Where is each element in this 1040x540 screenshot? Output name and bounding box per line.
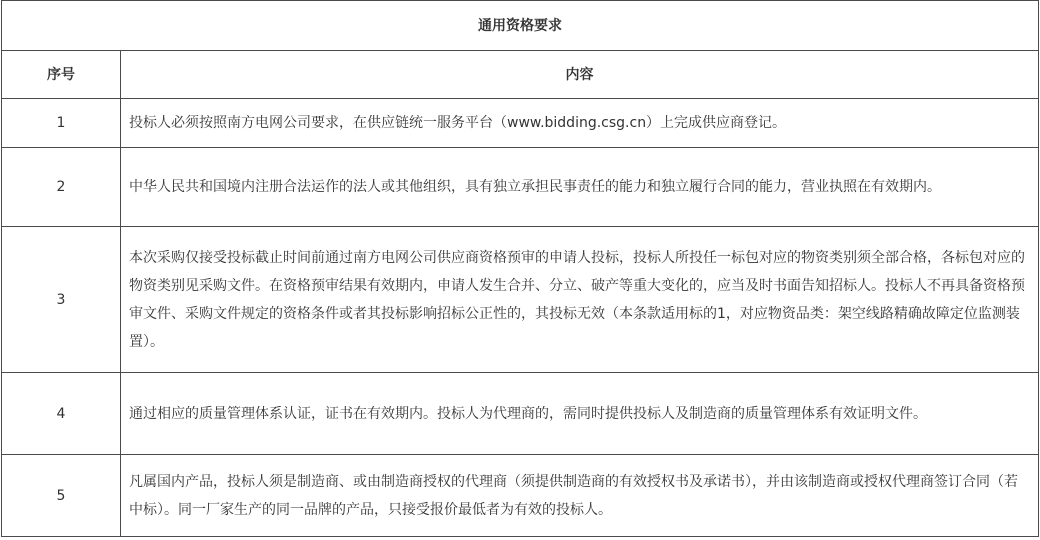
table-title: 通用资格要求 xyxy=(2,1,1039,51)
qualification-table xyxy=(1,0,1039,537)
table-row xyxy=(2,455,1039,537)
row-content: 中华人民共和国境内注册合法运作的法人或其他组织，具有独立承担民事责任的能力和独立履行合同的能力，营业执照在有效期内。 xyxy=(121,148,1039,227)
row-content: 投标人必须按照南方电网公司要求，在供应链统一服务平台（www.bidding.csg.cn）上完成供应商登记。 xyxy=(121,99,1039,148)
header-content: 内容 xyxy=(121,51,1039,99)
table-title-row xyxy=(2,1,1039,51)
row-number: 2 xyxy=(2,148,121,227)
table-row xyxy=(2,148,1039,227)
header-number: 序号 xyxy=(2,51,121,99)
row-number: 3 xyxy=(2,227,121,373)
row-content: 凡属国内产品，投标人须是制造商、或由制造商授权的代理商（须提供制造商的有效授权书及承诺书），并由该制造商或授权代理商签订合同（若中标）。同一厂家生产的同一品牌的产品，只接受报价最低者为有效的投标人。 xyxy=(121,455,1039,537)
row-content: 本次采购仅接受投标截止时间前通过南方电网公司供应商资格预审的申请人投标，投标人所投任一标包对应的物资类别须全部合格，各标包对应的物资类别见采购文件。在资格预审结果有效期内，申请人发生合并、分立、破产等重大变化的，应当及时书面告知招标人。投标人不再具备资格预审文件、采购文件规定的资格条件或者其投标影响招标公正性的，其投标无效（本条款适用标的1，对应物资品类：架空线路精确故障定位监测装置）。 xyxy=(121,227,1039,373)
row-number: 4 xyxy=(2,373,121,455)
table-row xyxy=(2,227,1039,373)
table-row xyxy=(2,99,1039,148)
row-content: 通过相应的质量管理体系认证，证书在有效期内。投标人为代理商的，需同时提供投标人及制造商的质量管理体系有效证明文件。 xyxy=(121,373,1039,455)
table-header-row xyxy=(2,51,1039,99)
row-number: 1 xyxy=(2,99,121,148)
row-number: 5 xyxy=(2,455,121,537)
table-row xyxy=(2,373,1039,455)
